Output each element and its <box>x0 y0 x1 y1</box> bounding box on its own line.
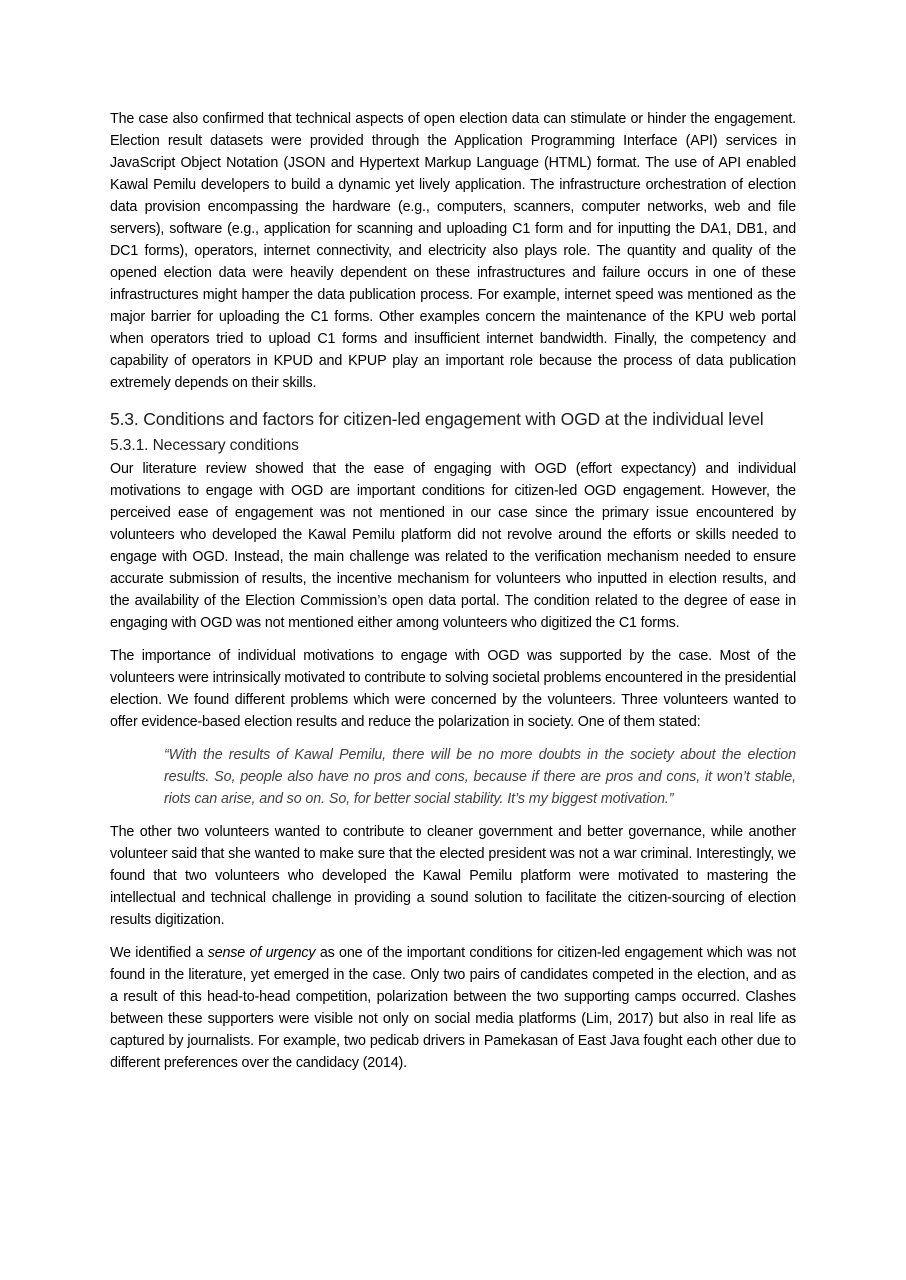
paragraph-other-volunteers: The other two volunteers wanted to contribute to cleaner government and better governance, while another volunteer said that she wanted to make sure that the elected president was not a war criminal. Interestingly, we found that two volunteers who developed the Kawal Pemilu platform were motivated to mastering the intellectual and technical challenge in providing a sound solution to facilitate the citizen-sourcing of election results digitization. <box>110 824 796 928</box>
paragraph-individual-motivations: The importance of individual motivations to engage with OGD was supported by the case. Most of the volunteers were intrinsically motivated to contribute to solving societal problems encountered in the presidential election. We found different problems which were concerned by the volunteers. Three volunteers wanted to offer evidence-based election results and reduce the polarization in society. One of them stated: <box>110 648 796 730</box>
paragraph-sense-of-urgency <box>110 942 796 1074</box>
subsection-heading: 5.3.1. Necessary conditions <box>110 437 299 454</box>
section-heading: 5.3. Conditions and factors for citizen-led engagement with OGD at the individual level <box>110 409 764 429</box>
text-run: We identified a <box>110 945 208 961</box>
paragraph-literature-review: Our literature review showed that the ease of engaging with OGD (effort expectancy) and individual motivations to engage with OGD are important conditions for citizen-led OGD engagement. However, the perceived ease of engagement was not mentioned in our case since the primary issue encountered by volunteers who developed the Kawal Pemilu platform did not revolve around the efforts or skills needed to engage with OGD. Instead, the main challenge was related to the verification mechanism needed to ensure accurate submission of results, the incentive mechanism for volunteers who inputted in election results, and the availability of the Election Commission’s open data portal. The condition related to the degree of ease in engaging with OGD was not mentioned either among volunteers who digitized the C1 forms. <box>110 461 796 631</box>
emphasis-text: sense of urgency <box>207 945 316 961</box>
text-run: as one of the important conditions for citizen-led engagement which was not found in the literature, yet emerged in the case. Only two pairs of candidates competed in the election, and as a result of this head-to-head competition, polarization between the two supporting camps occurred. Clashes between these supporters were visible not only on social media platforms (Lim, 2017) but also in real life as captured by journalists. For example, two pedicab drivers in Pamekasan of East Java fought each other due to different preferences over the candidacy (2014). <box>110 945 796 1071</box>
block-quote: “With the results of Kawal Pemilu, there will be no more doubts in the society about the election results. So, people also have no pros and cons, because if there are pros and cons, it won’t stable, riots can arise, and so on. So, for better social stability. It’s my biggest motivation.” <box>164 747 796 807</box>
paragraph-technical-aspects: The case also confirmed that technical aspects of open election data can stimulate or hinder the engagement. Election result datasets were provided through the Application Programming Interface (API) services in JavaScript Object Notation (JSON and Hypertext Markup Language (HTML) format. The use of API enabled Kawal Pemilu developers to build a dynamic yet lively application. The infrastructure orchestration of election data provision encompassing the hardware (e.g., computers, scanners, computer networks, web and file servers), software (e.g., application for scanning and uploading C1 form and for inputting the DA1, DB1, and DC1 forms), operators, internet connectivity, and electricity also plays role. The quantity and quality of the opened election data were heavily dependent on these infrastructures and failure occurs in one of these infrastructures might hamper the data publication process. For example, internet speed was mentioned as the major barrier for uploading the C1 forms. Other examples concern the maintenance of the KPU web portal when operators tried to upload C1 forms and insufficient internet bandwidth. Finally, the competency and capability of operators in KPUD and KPUP play an important role because the process of data publication extremely depends on their skills. <box>110 111 796 391</box>
document-page <box>110 108 796 1085</box>
